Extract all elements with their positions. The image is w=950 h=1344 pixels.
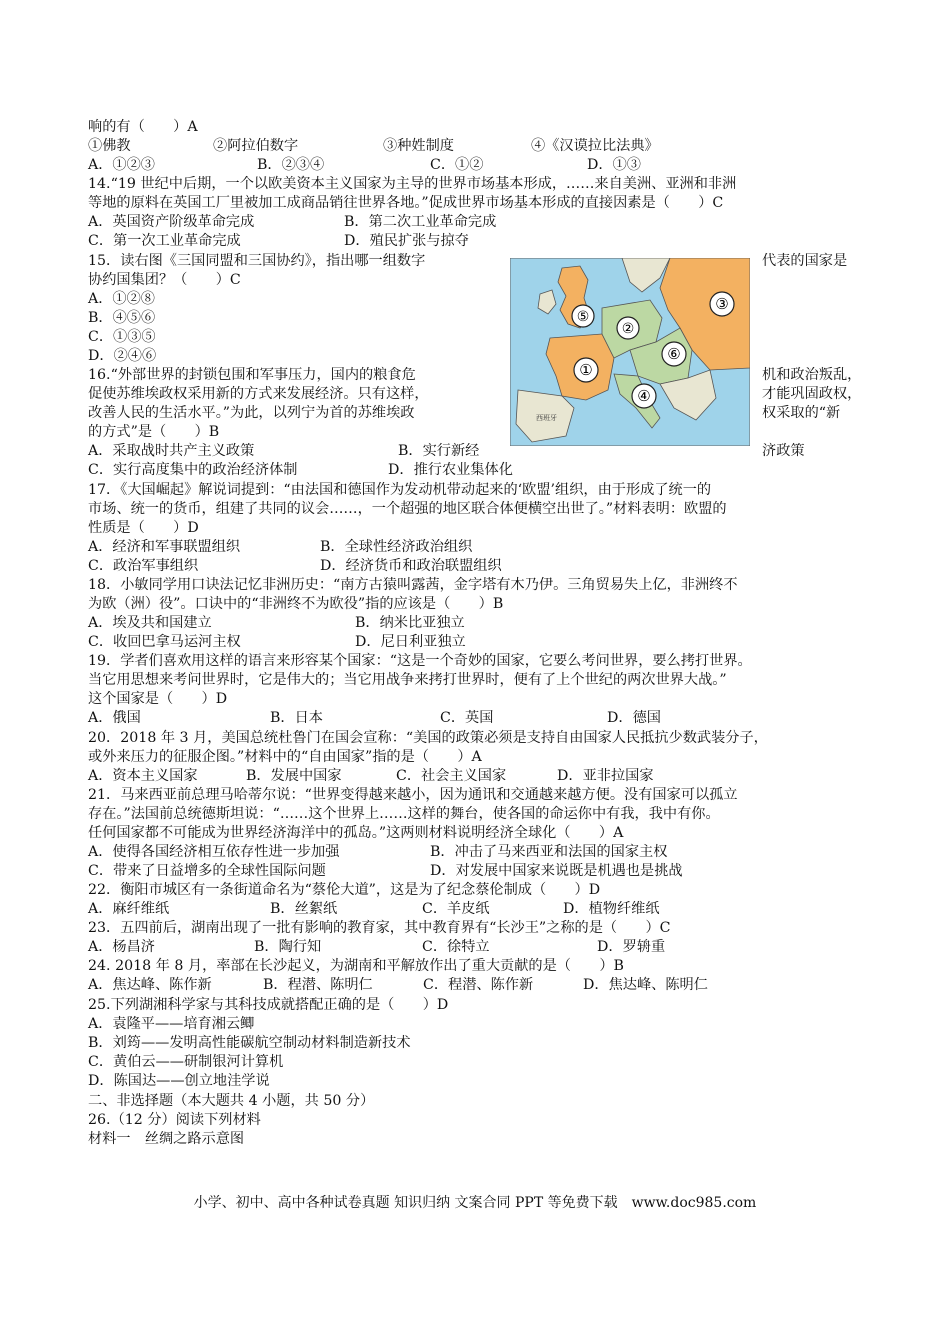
q25-choice-d: D．陈国达——创立地洼学说 <box>88 1073 270 1089</box>
q13-item: ③种姓制度 <box>383 138 454 154</box>
q25-line1: 25.下列湖湘科学家与其科技成就搭配正确的是（ ）D <box>88 997 449 1013</box>
q17-choice-d: D．经济货币和政治联盟组织 <box>320 558 502 574</box>
q23-choice-a: A．杨昌济 <box>88 939 155 955</box>
q14-choice-b: B．第二次工业革命完成 <box>344 214 497 230</box>
q17-choice-a: A．经济和军事联盟组织 <box>88 539 241 555</box>
q23-choice-b: B．陶行知 <box>254 939 322 955</box>
q15-line1: 15．读右图《三国同盟和三国协约》，指出哪一组数字 <box>88 253 426 269</box>
q20-line1: 20．2018 年 3 月，美国总统杜鲁门在国会宣称：“美国的政策必须是支持自由国家人民抵抗少数武装分子， <box>88 730 768 746</box>
q13-item: ①佛教 <box>88 138 131 154</box>
svg-text:③: ③ <box>715 295 729 313</box>
q18-choice-c: C．收回巴拿马运河主权 <box>88 634 241 650</box>
q19-line2: 当它用思想来考问世界时，它是伟大的；当它用战争来拷打世界时，便有了上个世纪的两次世界大战。” <box>88 672 727 688</box>
map-spain-label: 西班牙 <box>536 414 557 422</box>
q15-line1-right: 代表的国家是 <box>762 253 848 269</box>
map-marker-5 <box>572 305 594 327</box>
q13-choice-b: B．②③④ <box>257 157 325 173</box>
q19-choice-a: A．俄国 <box>88 710 141 726</box>
map-marker-2 <box>617 317 639 339</box>
q18-line1: 18．小敏同学用口诀法记忆非洲历史：“南方古猿叫露茜，金字塔有木乃伊。三角贸易失上亿，非洲终不 <box>88 577 738 593</box>
q18-choice-d: D．尼日利亚独立 <box>355 634 466 650</box>
q17-line2: 市场、统一的货币，组建了共同的议会……，一个超强的地区联合体便横空出世了。”材料表明：欧盟的 <box>88 501 727 517</box>
q20-choice-c: C．社会主义国家 <box>396 768 507 784</box>
q20-line2: 或外来压力的征服企图。”材料中的“自由国家”指的是（ ）A <box>88 749 482 765</box>
map-marker-1 <box>574 358 598 382</box>
q16-line1-right: 机和政治叛乱， <box>762 367 862 383</box>
q19-line3: 这个国家是（ ）D <box>88 691 228 707</box>
q21-choice-b: B．冲击了马来西亚和法国的国家主权 <box>430 844 668 860</box>
q14-choice-d: D．殖民扩张与掠夺 <box>344 233 469 249</box>
q24-choice-c: C．程潜、陈作新 <box>423 977 534 993</box>
q16-line2: 促使苏维埃政权采用新的方式来发展经济。只有这样， <box>88 386 429 402</box>
map-marker-6 <box>662 342 686 366</box>
svg-text:④: ④ <box>637 387 651 405</box>
q19-choice-b: B．日本 <box>270 710 323 726</box>
map-marker-4 <box>632 384 656 408</box>
q22-choice-d: D．植物纤维纸 <box>563 901 660 917</box>
section-heading: 二、非选择题（本大题共 4 小题，共 50 分） <box>88 1093 375 1109</box>
q16-choice-a: A．采取战时共产主义政策 <box>88 443 255 459</box>
map-marker-3 <box>710 292 734 316</box>
q16-line3: 改善人民的生活水平。”为此，以列宁为首的苏维埃政 <box>88 405 415 421</box>
q20-choice-a: A．资本主义国家 <box>88 768 198 784</box>
q13-choice-c: C．①② <box>430 157 484 173</box>
q13-choice-a: A．①②③ <box>88 157 155 173</box>
q16-line4: 的方式”是（ ）B <box>88 424 220 440</box>
q20-choice-d: D．亚非拉国家 <box>557 768 654 784</box>
q22-choice-c: C．羊皮纸 <box>422 901 490 917</box>
q16-line1: 16.“外部世界的封锁包围和军事压力，国内的粮食危 <box>88 367 416 383</box>
q22-choice-a: A．麻纤维纸 <box>88 901 170 917</box>
q13-item: ④《汉谟拉比法典》 <box>531 138 659 154</box>
q18-choice-a: A．埃及共和国建立 <box>88 615 212 631</box>
q23-line1: 23．五四前后，湖南出现了一批有影响的教育家，其中教育界有“长沙王”之称的是（ ）C <box>88 920 671 936</box>
q22-line1: 22．衡阳市城区有一条街道命名为“蔡伦大道”，这是为了纪念蔡伦制成（ ）D <box>88 882 601 898</box>
q16-choice-c: C．实行高度集中的政治经济体制 <box>88 462 298 478</box>
q21-line2: 存在。”法国前总统德斯坦说：“……这个世界上……这样的舞台，使各国的命运你中有我，我中有你。 <box>88 806 720 822</box>
q19-line1: 19．学者们喜欢用这样的语言来形容某个国家：“这是一个奇妙的国家，它要么考问世界，要么拷打世界。 <box>88 653 752 669</box>
svg-text:⑥: ⑥ <box>667 345 681 363</box>
q19-choice-d: D．德国 <box>607 710 661 726</box>
q25-choice-c: C．黄伯云——研制银河计算机 <box>88 1054 284 1070</box>
page-footer: 小学、初中、高中各种试卷真题 知识归纳 文案合同 PPT 等免费下载 www.doc985.com <box>193 1195 757 1211</box>
q14-choice-a: A．英国资产阶级革命完成 <box>88 214 255 230</box>
q24-choice-d: D．焦达峰、陈明仁 <box>583 977 708 993</box>
q24-choice-b: B．程潜、陈明仁 <box>263 977 373 993</box>
q16-line3-right: 权采取的“新 <box>762 405 841 421</box>
q16-choice-d: D．推行农业集体化 <box>388 462 513 478</box>
q13-item: ②阿拉伯数字 <box>213 138 299 154</box>
q21-choice-a: A．使得各国经济相互依存性进一步加强 <box>88 844 340 860</box>
q25-choice-a: A．袁隆平——培育湘云鲫 <box>88 1016 255 1032</box>
q22-choice-b: B．丝絮纸 <box>270 901 338 917</box>
q15-choice-d: D．②④⑥ <box>88 348 157 364</box>
q13-tail: 响的有（ ）A <box>88 119 198 135</box>
q26-line1: 26.（12 分）阅读下列材料 <box>88 1112 261 1128</box>
q16-line2-right: 才能巩固政权， <box>762 386 862 402</box>
q26-line2: 材料一 丝绸之路示意图 <box>88 1131 245 1147</box>
q14-choice-c: C．第一次工业革命完成 <box>88 233 241 249</box>
q15-choice-a: A．①②⑧ <box>88 291 155 307</box>
svg-text:①: ① <box>579 361 593 379</box>
q23-choice-c: C．徐特立 <box>422 939 490 955</box>
q21-choice-c: C．带来了日益增多的全球性国际问题 <box>88 863 326 879</box>
svg-text:②: ② <box>621 321 635 337</box>
q15-choice-c: C．①③⑤ <box>88 329 156 345</box>
q19-choice-c: C．英国 <box>440 710 494 726</box>
q21-choice-d: D．对发展中国家来说既是机遇也是挑战 <box>430 863 683 879</box>
q21-line1: 21．马来西亚前总理马哈蒂尔说：“世界变得越来越小，因为通讯和交通越来越方便。没有国家可以孤立 <box>88 787 738 803</box>
q13-choice-d: D．①③ <box>587 157 641 173</box>
svg-text:⑤: ⑤ <box>576 309 590 325</box>
q25-choice-b: B．刘筠——发明高性能碳航空制动材料制造新技术 <box>88 1035 411 1051</box>
q23-choice-d: D．罗辀重 <box>597 939 666 955</box>
q14-line2: 等地的原料在英国工厂里被加工成商品销往世界各地。”促成世界市场基本形成的直接因素是（ ）C <box>88 195 724 211</box>
q15-line2: 协约国集团？（ ）C <box>88 272 241 288</box>
q20-choice-b: B．发展中国家 <box>246 768 342 784</box>
q18-line2: 为欧（洲）役”。口诀中的“非洲终不为欧役”指的应该是（ ）B <box>88 596 504 612</box>
q17-line1: 17．《大国崛起》解说词提到：“由法国和德国作为发动机带动起来的‘欧盟’组织，由于形成了统一的 <box>88 482 712 498</box>
q16-choice-b: B．实行新经 <box>398 443 480 459</box>
q16-choice-b-right: 济政策 <box>762 443 805 459</box>
q24-choice-a: A．焦达峰、陈作新 <box>88 977 212 993</box>
q14-line1: 14.“19 世纪中后期，一个以欧美资本主义国家为主导的世界市场基本形成，……来自美洲、亚洲和非洲 <box>88 176 737 192</box>
q15-choice-b: B．④⑤⑥ <box>88 310 156 326</box>
q18-choice-b: B．纳米比亚独立 <box>355 615 465 631</box>
q17-choice-c: C．政治军事组织 <box>88 558 199 574</box>
q21-line3: 任何国家都不可能成为世界经济海洋中的孤岛。”这两则材料说明经济全球化（ ）A <box>88 825 624 841</box>
q17-line3: 性质是（ ）D <box>88 520 199 536</box>
q17-choice-b: B．全球性经济政治组织 <box>320 539 473 555</box>
q24-line1: 24. 2018 年 8 月，率部在长沙起义，为湖南和平解放作出了重大贡献的是（ ）B <box>88 958 624 974</box>
alliance-entente-map <box>510 258 750 446</box>
